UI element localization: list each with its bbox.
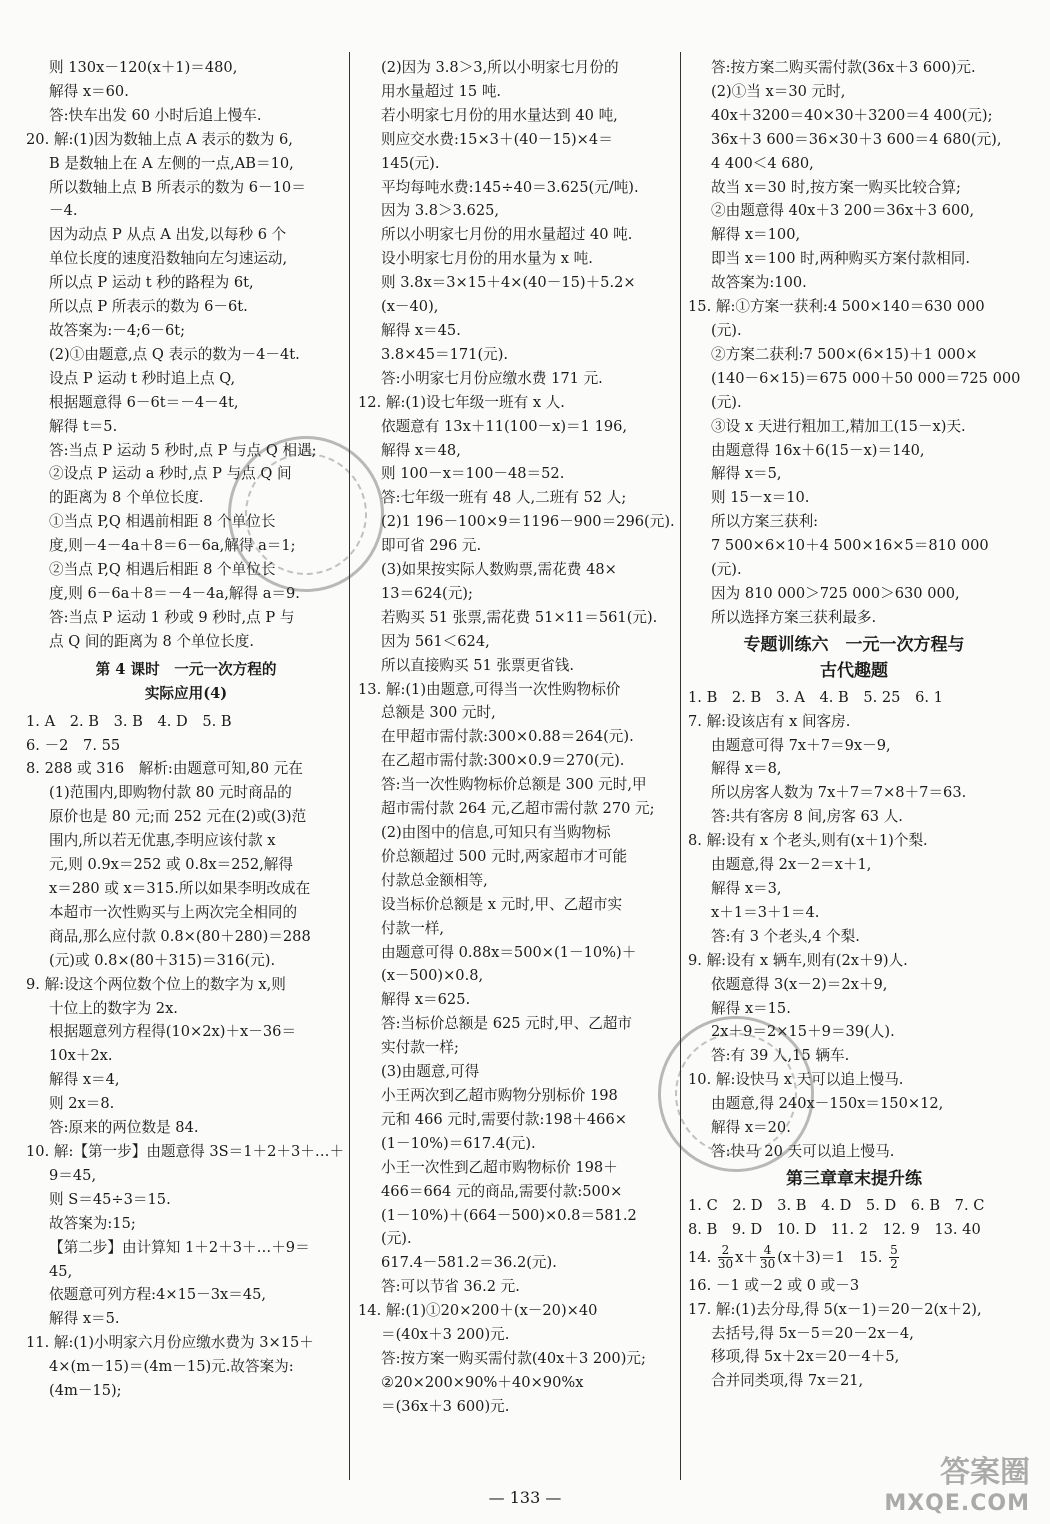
answer-line: 由题意可得 0.88x＝500×(1－10%)＋ (381, 943, 637, 961)
answer-line: ②方案二获利:7 500×(6×15)＋1 000× (711, 345, 978, 363)
answer-line: 依题意有 13x＋11(100－x)＝1 196, (381, 417, 628, 435)
answer-line: (140－6×15)＝675 000＋50 000＝725 000 (711, 369, 1020, 387)
answer-line: 小王两次到乙超市购物分别标价 198 (381, 1086, 618, 1104)
section-heading: 第三章章末提升练 (786, 1168, 922, 1189)
answer-line: 故答案为:－4;6－6t; (49, 321, 186, 339)
answer-line: 答:小明家七月份应缴水费 171 元. (381, 369, 603, 387)
answer-text: 14. (688, 1248, 716, 1266)
answer-line: 9. 解:设这个两位数个位上的数字为 x,则 (26, 975, 286, 993)
answer-line: 的距离为 8 个单位长度. (49, 489, 204, 507)
answer-line: 40x＋3200＝40×30＋3200＝4 400(元); (711, 106, 993, 124)
answer-line: 付款一样, (381, 919, 445, 937)
answer-line: 解得 x＝8, (711, 760, 782, 778)
answer-line: 超市需付款 264 元,乙超市需付款 270 元; (381, 800, 655, 818)
answer-line: 答:当标价总额是 625 元时,甲、乙超市 (381, 1015, 633, 1033)
answer-line: 10. 解:【第一步】由题意得 3S＝1＋2＋3＋…＋ (26, 1142, 345, 1160)
section-heading-line: 第 4 课时 一元一次方程的 (95, 660, 277, 678)
answer-line: 本超市一次性购买与上两次完全相同的 (49, 903, 298, 921)
answer-line: 【第二步】由计算知 1＋2＋3＋…＋9＝ (49, 1238, 310, 1256)
answer-line: 答:有 3 个老头,4 个梨. (711, 927, 860, 945)
answer-line: 8. 288 或 316 解析:由题意可知,80 元在 (26, 760, 303, 778)
answer-line: 由题意,得 2x－2＝x＋1, (711, 856, 872, 874)
section-heading-line: 古代趣题 (820, 660, 888, 681)
answer-line: 故答案为:100. (711, 274, 807, 292)
watermark-line: MXQE.COM (884, 1491, 1030, 1516)
answer-line: B 是数轴上在 A 左侧的一点,AB＝10, (49, 154, 294, 172)
answer-line: 由题意可得 7x＋7＝9x－9, (711, 736, 891, 754)
answer-line: 小王一次性到乙超市购物标价 198＋ (381, 1158, 618, 1176)
answer-line: 8. B 9. D 10. D 11. 2 12. 9 13. 40 (688, 1220, 981, 1238)
answer-line: (x－500)×0.8, (381, 967, 484, 985)
answer-line: 20. 解:(1)因为数轴上点 A 表示的数为 6, (26, 130, 293, 148)
fraction-denominator: 2 (890, 1257, 898, 1272)
answer-line: 因为 3.8＞3.625, (381, 202, 500, 220)
answer-line: 平均每吨水费:145÷40＝3.625(元/吨). (381, 178, 639, 196)
answer-line: 解得 x＝45. (381, 321, 461, 339)
answer-line: (x－40), (381, 298, 439, 316)
watermark-logo (884, 1447, 1030, 1516)
answer-line: 解得 x＝100, (711, 226, 801, 244)
answer-line: 3.8×45＝171(元). (381, 345, 509, 363)
watermark-line: 答案圈 (940, 1455, 1030, 1490)
answer-line: 617.4－581.2＝36.2(元). (381, 1254, 557, 1272)
answer-line: ＝(36x＋3 600)元. (381, 1397, 510, 1415)
answer-line: 解得 x＝4, (49, 1071, 120, 1089)
answer-line: 则 15－x＝10. (711, 489, 810, 507)
section-heading (688, 630, 1020, 686)
answer-line: 9＝45, (49, 1166, 97, 1184)
answer-line: (2)因为 3.8＞3,所以小明家七月份的 (381, 59, 619, 76)
answer-line: 所以小明家七月份的用水量超过 40 吨. (381, 226, 633, 244)
answer-line: 答:有 39 人,15 辆车. (711, 1047, 850, 1065)
answer-line: (2)由图中的信息,可知只有当购物标 (381, 824, 611, 841)
answer-line: (元). (381, 1230, 412, 1248)
answer-line: 单位长度的速度沿数轴向左匀速运动, (49, 250, 288, 268)
answer-line: ③设 x 天进行粗加工,精加工(15－x)天. (711, 417, 966, 435)
column-divider (349, 52, 350, 1480)
answer-line: 所以数轴上点 B 所表示的数为 6－10＝ (49, 178, 306, 196)
answer-line: 度,则 6－6a＋8＝－4－4a,解得 a＝9. (49, 584, 300, 602)
answer-line: 466＝664 元的商品,需要付款:500× (381, 1182, 623, 1200)
answer-line: 解得 x＝5. (49, 1310, 120, 1328)
answer-line: 合并同类项,得 7x＝21, (711, 1372, 864, 1390)
answer-line: 由题意,得 240x－150x＝150×12, (711, 1095, 944, 1113)
answer-line: 付款总金额相等, (381, 871, 488, 889)
answer-line: 依题意可列方程:4×15－3x＝45, (49, 1286, 267, 1304)
answer-line: 15. 解:①方案一获利:4 500×140＝630 000 (688, 298, 985, 316)
answer-line: 1. B 2. B 3. A 4. B 5. 25 6. 1 (688, 688, 943, 706)
answer-line: 答:快车出发 60 小时后追上慢车. (49, 106, 262, 124)
answer-line: 45, (49, 1262, 73, 1280)
answer-line: 价总额超过 500 元时,两家超市才可能 (381, 847, 628, 865)
answer-line: 答:当点 P 运动 5 秒时,点 P 与点 Q 相遇; (49, 441, 317, 459)
answer-line: 解得 x＝5, (711, 465, 782, 483)
answer-line: x＝280 或 x＝315.所以如果李明改成在 (49, 880, 311, 897)
answer-line: 11. 解:(1)小明家六月份应缴水费为 3×15＋ (26, 1334, 314, 1352)
answer-line: 1. A 2. B 3. B 4. D 5. B (26, 712, 232, 730)
answer-line: 商品,那么应付款 0.8×(80＋280)＝288 (49, 927, 311, 945)
answer-line: 点 Q 间的距离为 8 个单位长度. (49, 632, 254, 650)
answer-line: (1－10%)＋(664－500)×0.8＝581.2 (381, 1206, 637, 1224)
section-heading (26, 654, 346, 710)
answer-column-right (688, 56, 1020, 1393)
answer-line: (2)①当 x＝30 元时, (711, 82, 846, 100)
answer-line: 14. 解:(1)①20×200＋(x－20)×40 (358, 1302, 598, 1320)
answer-line: 4×(m－15)＝(4m－15)元.故答案为: (49, 1358, 294, 1376)
answer-line: 13＝624(元); (381, 584, 473, 602)
answer-line: 用水量超过 15 吨. (381, 82, 502, 100)
answer-line: (1)范围内,即购物付款 80 元时商品的 (49, 784, 292, 802)
answer-line: (3)由题意,可得 (381, 1063, 480, 1081)
answer-line: 答:当一次性购物标价总额是 300 元时,甲 (381, 776, 647, 794)
answer-line: 依题意得 3(x－2)＝2x＋9, (711, 975, 888, 993)
answer-line: 十位上的数字为 2x. (49, 999, 178, 1017)
answer-line: 因为 810 000＞725 000＞630 000, (711, 584, 960, 602)
answer-line: 因为 561＜624, (381, 632, 490, 650)
answer-line: 则 S＝45÷3＝15. (49, 1190, 171, 1208)
answer-line: －4. (49, 202, 78, 220)
answer-line: 6. －2 7. 55 (26, 736, 121, 754)
section-heading-line: 实际应用(4) (144, 684, 228, 702)
answer-line: 4 400＜4 680, (711, 154, 814, 172)
answer-line: 13. 解:(1)由题意,可得当一次性购物标价 (358, 680, 621, 698)
answer-line: 10. 解:设快马 x 天可以追上慢马. (688, 1071, 904, 1089)
answer-line: 围内,所以若无优惠,李明应该付款 x (49, 832, 276, 850)
answer-line: 2x＋9＝2×15＋9＝39(人). (711, 1023, 895, 1041)
answer-line: 设小明家七月份的用水量为 x 吨. (381, 250, 593, 268)
answer-line: 若小明家七月份的用水量达到 40 吨, (381, 106, 618, 124)
answer-line: 12. 解:(1)设七年级一班有 x 人. (358, 393, 565, 411)
answer-line: 则 130x－120(x＋1)＝480, (49, 59, 238, 76)
fraction (889, 1244, 899, 1271)
answer-line: (3)如果按实际人数购票,需花费 48× (381, 561, 617, 579)
answer-line: ②当点 P,Q 相遇后相距 8 个单位长 (49, 561, 276, 579)
answer-line: 答:七年级一班有 48 人,二班有 52 人; (381, 489, 627, 507)
page-number: — 133 — (488, 1488, 562, 1507)
answer-line: 即可省 296 元. (381, 537, 482, 555)
answer-line: (2)①由题意,点 Q 表示的数为－4－4t. (49, 345, 300, 363)
answer-line: 原价也是 80 元;而 252 元在(2)或(3)范 (49, 808, 307, 826)
answer-line: 17. 解:(1)去分母,得 5(x－1)＝20－2(x＋2), (688, 1300, 982, 1318)
answer-line: 10x＋2x. (49, 1047, 113, 1065)
answer-line: 答:按方案一购买需付款(40x＋3 200)元; (381, 1349, 646, 1367)
fraction-numerator: 2 (718, 1244, 733, 1258)
answer-line: (元). (711, 321, 742, 339)
answer-line: ①当点 P,Q 相遇前相距 8 个单位长 (49, 513, 276, 531)
answer-line: 解得 x＝625. (381, 991, 471, 1009)
answer-line: 解得 x＝48, (381, 441, 461, 459)
answer-line: 8. 解:设有 x 个老头,则有(x＋1)个梨. (688, 832, 928, 850)
answer-line: 解得 x＝3, (711, 880, 782, 897)
answer-line: 度,则－4－4a＋8＝6－6a,解得 a＝1; (49, 537, 296, 555)
answer-line: 则 3.8x＝3×15＋4×(40－15)＋5.2× (381, 274, 636, 292)
answer-line: 9. 解:设有 x 辆车,则有(2x＋9)人. (688, 951, 908, 969)
answer-line: 则应交水费:15×3＋(40－15)×4＝ (381, 130, 613, 148)
answer-line: 则 100－x＝100－48＝52. (381, 465, 565, 483)
answer-line: 所以点 P 运动 t 秒的路程为 6t, (49, 274, 254, 292)
answer-line: 元和 466 元时,需要付款:198＋466× (381, 1110, 627, 1128)
answer-line: 故当 x＝30 时,按方案一购买比较合算; (711, 178, 961, 196)
fraction-denominator: 30 (717, 1257, 734, 1272)
answer-line: 所以直接购买 51 张票更省钱. (381, 656, 575, 674)
answer-line: (2)1 196－100×9＝1196－900＝296(元). (381, 513, 675, 531)
answer-line: 答:快马 20 天可以追上慢马. (711, 1142, 895, 1160)
answer-line: 设当标价总额是 x 元时,甲、乙超市实 (381, 895, 623, 913)
section-heading-line: 专题训练六 一元一次方程与 (743, 634, 965, 655)
answer-line: 7 500×6×10＋4 500×16×5＝810 000 (711, 537, 989, 555)
answer-text: x＋ (735, 1248, 758, 1266)
answer-line: 所以选择方案三获利最多. (711, 608, 877, 626)
answer-line: 故答案为:15; (49, 1214, 136, 1232)
answer-line: 7. 解:设该店有 x 间客房. (688, 712, 851, 730)
answer-line: 由题意得 16x＋6(15－x)＝140, (711, 441, 925, 459)
fraction-numerator: 5 (890, 1243, 898, 1258)
answer-line: 解得 t＝5. (49, 417, 118, 435)
answer-line: 元,则 0.9x＝252 或 0.8x＝252,解得 (49, 856, 293, 874)
fraction (718, 1244, 733, 1271)
answer-line: 去括号,得 5x－5＝20－2x－4, (711, 1324, 914, 1342)
answer-line: ②设点 P 运动 a 秒时,点 P 与点 Q 间 (49, 465, 292, 483)
answer-line: 因为动点 P 从点 A 出发,以每秒 6 个 (49, 226, 287, 244)
answer-line: 设点 P 运动 t 秒时追上点 Q, (49, 369, 236, 387)
answer-line: x＋1＝3＋1＝4. (711, 903, 820, 921)
answer-line: 1. C 2. D 3. B 4. D 5. D 6. B 7. C (688, 1196, 985, 1214)
answer-column-middle (358, 56, 680, 1419)
fraction (760, 1244, 775, 1271)
answer-line: 在乙超市需付款:300×0.9＝270(元). (381, 752, 625, 770)
answer-line: 答:按方案二购买需付款(36x＋3 600)元. (711, 59, 976, 76)
answer-line: (元). (711, 393, 742, 411)
answer-line: (元)或 0.8×(80＋315)＝316(元). (49, 951, 276, 969)
answer-line: 所以点 P 所表示的数为 6－6t. (49, 298, 248, 316)
answer-line: 答:原来的两位数是 84. (49, 1119, 199, 1137)
answer-line: 若购买 51 张票,需花费 51×11＝561(元). (381, 608, 658, 626)
answer-line: 则 2x＝8. (49, 1095, 115, 1113)
answer-line: 解得 x＝60. (49, 82, 129, 100)
answer-text: (x＋3)＝1 15. (777, 1248, 888, 1266)
answer-line: 总额是 300 元时, (381, 704, 496, 722)
fraction-numerator: 4 (760, 1244, 775, 1258)
answer-line: ②由题意得 40x＋3 200＝36x＋3 600, (711, 202, 975, 220)
answer-line: ②20×200×90%＋40×90%x (381, 1373, 584, 1391)
answer-line: 答:当点 P 运动 1 秒或 9 秒时,点 P 与 (49, 608, 295, 626)
answer-line: ＝(40x＋3 200)元. (381, 1326, 510, 1344)
answer-line: 根据题意得 6－6t＝－4－4t, (49, 393, 239, 411)
answer-line: 解得 x＝20. (711, 1119, 791, 1137)
answer-line-with-fractions (688, 1242, 1020, 1274)
answer-line: 答:共有客房 8 间,房客 63 人. (711, 808, 903, 826)
fraction-denominator: 30 (759, 1257, 776, 1272)
answer-line: 解得 x＝15. (711, 999, 791, 1017)
answer-line: 根据题意列方程得(10×2x)＋x－36＝ (49, 1023, 297, 1041)
answer-line: 即当 x＝100 时,两种购买方案付款相同. (711, 250, 970, 268)
answer-line: 所以房客人数为 7x＋7＝7×8＋7＝63. (711, 784, 967, 802)
answer-line: (元). (711, 561, 742, 579)
answer-line: 16. －1 或－2 或 0 或－3 (688, 1276, 860, 1294)
answer-line: 36x＋3 600＝36×30＋3 600＝4 680(元), (711, 130, 1002, 148)
answer-line: 移项,得 5x＋2x＝20－4＋5, (711, 1348, 900, 1366)
answer-line: 所以方案三获利: (711, 513, 819, 531)
answer-line: 实付款一样; (381, 1039, 459, 1057)
answer-column-left (26, 56, 346, 1403)
answer-line: 在甲超市需付款:300×0.88＝264(元). (381, 728, 634, 746)
answer-line: (4m－15); (49, 1382, 122, 1400)
answer-line: 145(元). (381, 154, 440, 172)
answer-line: 答:可以节省 36.2 元. (381, 1278, 520, 1296)
column-divider (680, 52, 681, 1480)
answer-line: (1－10%)＝617.4(元). (381, 1134, 536, 1152)
